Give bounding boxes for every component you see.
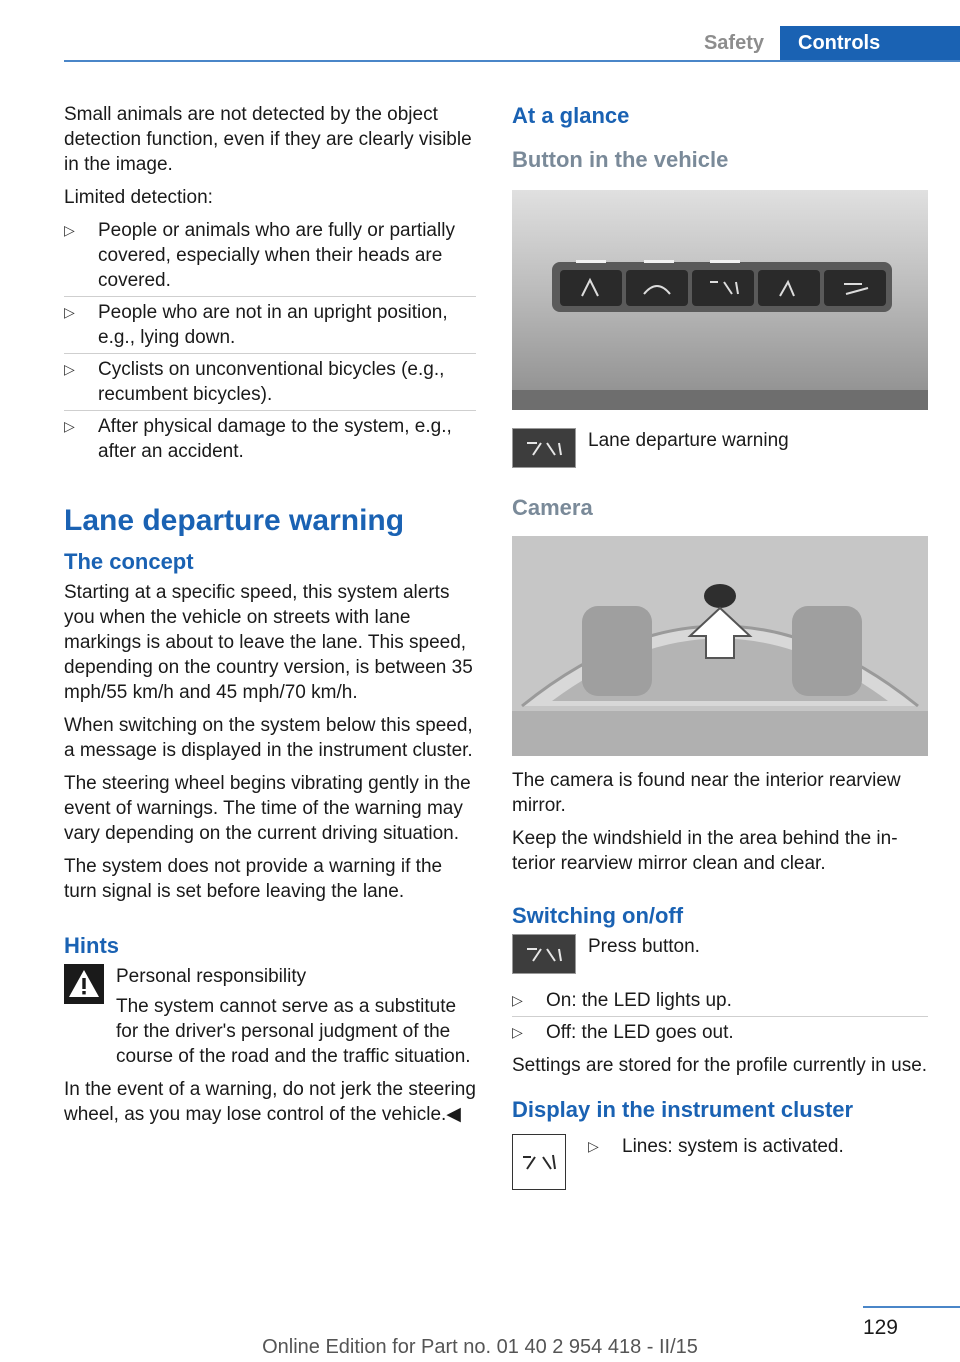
press-button-text: Press button. [588, 936, 700, 957]
limited-detection-label: Limited detection: [64, 187, 213, 208]
footer-divider [863, 1306, 960, 1308]
lane-departure-icon [521, 941, 567, 967]
display-heading: Display in the instrument cluster [512, 1097, 854, 1122]
edition-text: Online Edition for Part no. 01 40 2 954 418 - II/15 [262, 1336, 698, 1358]
right-column [512, 102, 928, 1190]
warning-title: Personal responsibility [116, 966, 307, 987]
camera-heading: Camera [512, 495, 593, 520]
list-item: ▷ On: the LED lights up. [512, 988, 928, 1013]
list-item: ▷ Lines: system is activated. [588, 1134, 928, 1159]
at-a-glance-heading: At a glance [512, 103, 630, 128]
settings-paragraph: Settings are stored for the profile currently in use. [512, 1055, 928, 1076]
warning-paragraph: The system cannot serve as a substitute for the driver's personal judgment of the course of the road and the traffic situation. [116, 996, 471, 1067]
camera-photo [512, 536, 928, 756]
warning-triangle-icon [64, 964, 104, 1004]
page-header [688, 26, 960, 62]
concept-paragraph: Starting at a specific speed, this system alerts you when the vehicle on streets with lane markings is about to leave the lane. This speed, depending on the country version, is between 35 mph/55 km/h and 45 mph/70 km/h. [64, 582, 473, 703]
section-title: Lane departure warning [64, 504, 405, 537]
camera-paragraph: The camera is found near the interior rearview mirror. [512, 770, 901, 816]
lane-lines-icon [519, 1147, 559, 1177]
camera-image [512, 536, 928, 756]
button-panel-image [512, 190, 928, 410]
concept-paragraph: The steering wheel begins vibrating gently in the event of warnings. The time of the warning may vary depending on the current driving situation. [64, 773, 471, 844]
list-item: ▷ Cyclists on unconventional bicycles (e.g., recumbent bicycles). [64, 357, 476, 407]
press-button-row [512, 934, 928, 974]
cluster-lane-icon [512, 1134, 566, 1190]
concept-heading: The concept [64, 549, 194, 574]
switch-list [512, 988, 928, 1045]
button-in-vehicle-heading: Button in the vehicle [512, 147, 729, 172]
warning-paragraph: In the event of a warning, do not jerk the steering wheel, as you may lose control of the vehicle.◀ [64, 1079, 476, 1125]
header-section: Safety [703, 32, 764, 54]
header-chapter: Controls [780, 26, 960, 62]
limited-detection-list [64, 218, 476, 464]
list-item: ▷ After physical damage to the system, e.g., after an accident. [64, 414, 476, 464]
button-legend [512, 428, 928, 468]
intro-paragraph: Small animals are not detected by the object detection function, even if they are clearly visible in the image. [64, 104, 472, 175]
switching-heading: Switching on/off [512, 903, 684, 928]
header-divider [64, 60, 960, 62]
list-item: ▷ People or animals who are fully or partially covered, especially when their heads are covered. [64, 218, 476, 293]
button-panel-photo [512, 190, 928, 410]
lane-departure-icon [521, 435, 567, 461]
lane-departure-button-icon [512, 428, 576, 468]
list-item: ▷ Off: the LED goes out. [512, 1020, 928, 1045]
concept-paragraph: When switching on the system below this speed, a message is displayed in the instrument cluster. [64, 715, 473, 761]
concept-paragraph: The system does not provide a warning if the turn signal is set before leaving the lane. [64, 856, 443, 902]
lane-departure-button-icon [512, 934, 576, 974]
cluster-list [588, 1134, 928, 1166]
cluster-display-row [512, 1134, 928, 1190]
button-label: Lane departure warning [588, 430, 789, 451]
hints-heading: Hints [64, 933, 119, 958]
list-item: ▷ People who are not in an upright position, e.g., lying down. [64, 300, 476, 350]
left-column [64, 102, 476, 1135]
page-number: 129 [862, 1316, 898, 1339]
camera-paragraph: Keep the windshield in the area behind the interior rearview mirror clean and clear. [512, 828, 898, 874]
